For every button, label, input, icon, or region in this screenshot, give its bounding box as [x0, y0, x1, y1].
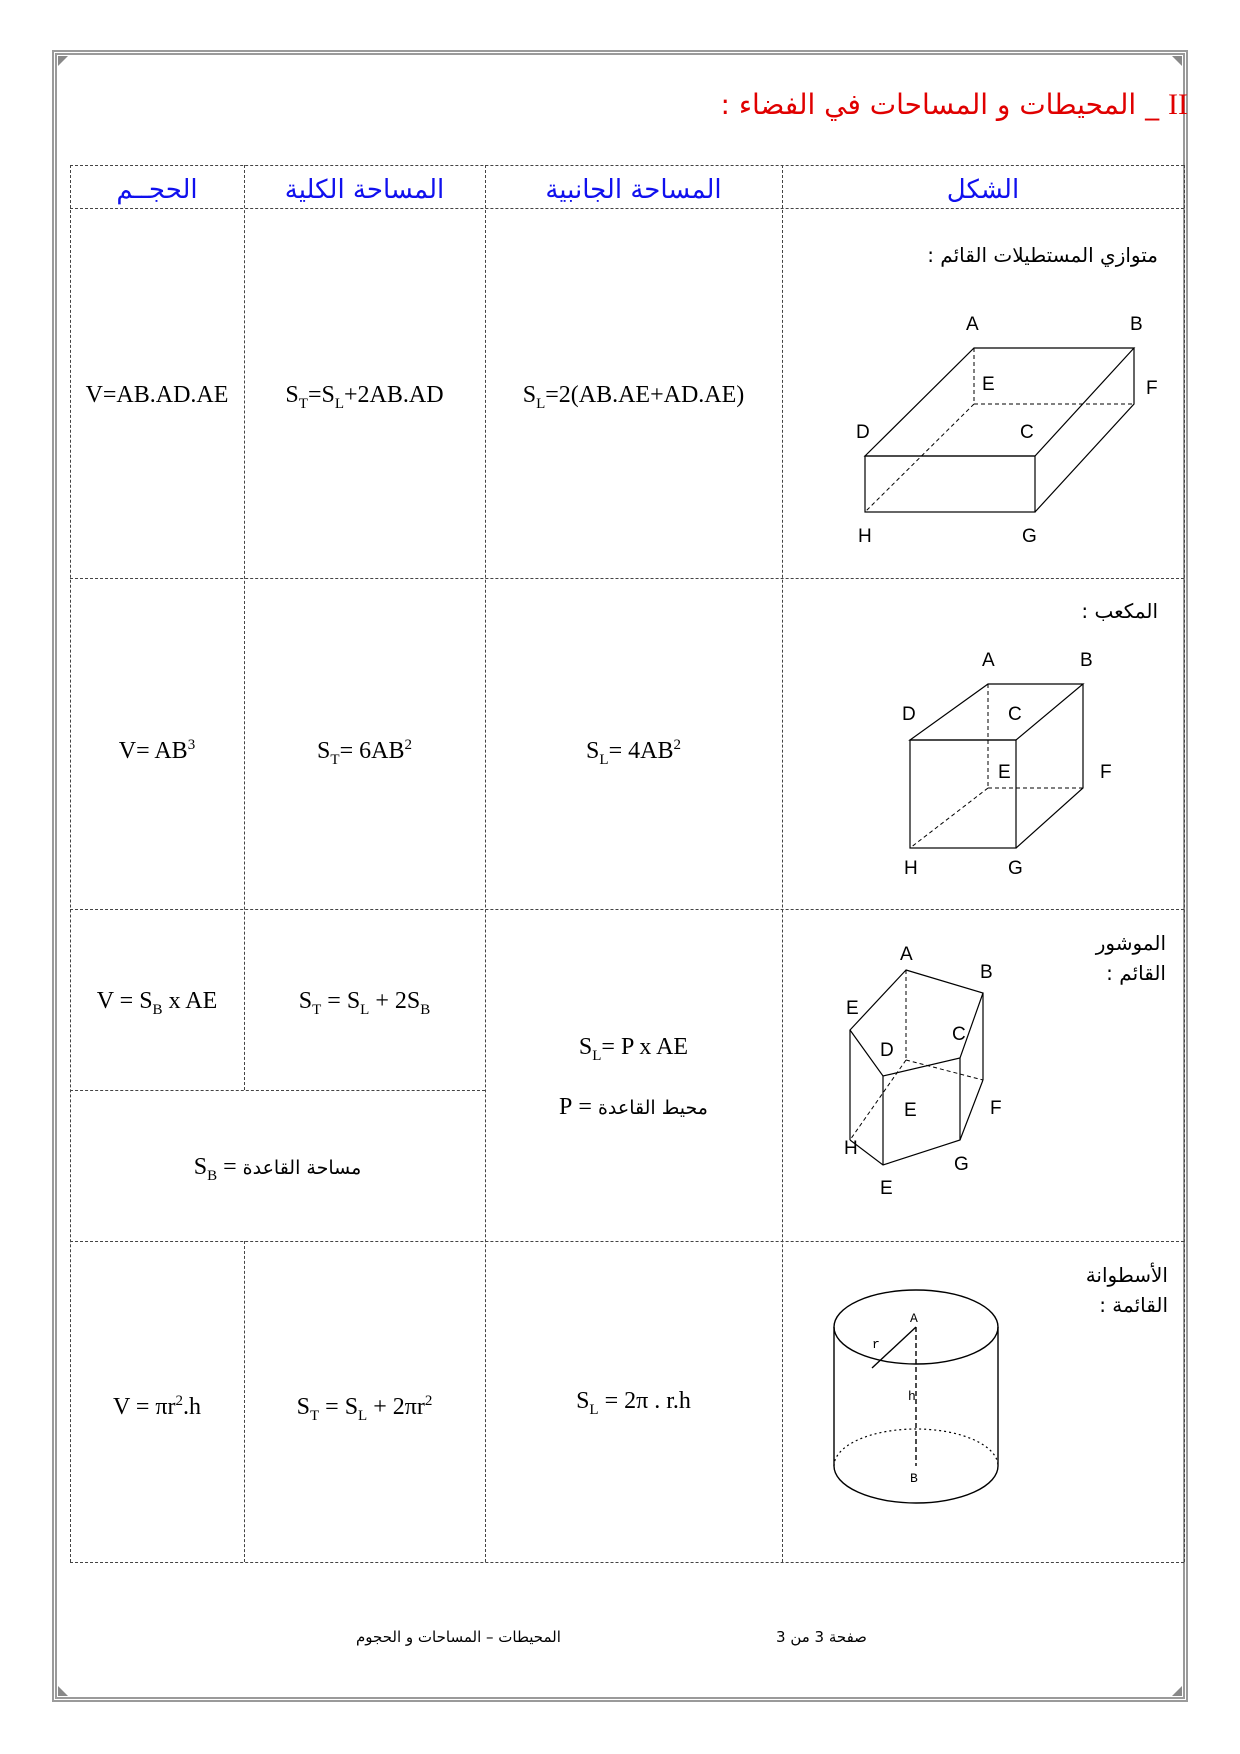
vertex-label: A — [966, 314, 979, 335]
footer-page-number: صفحة 3 من 3 — [776, 1628, 867, 1646]
column-divider — [782, 165, 783, 1562]
vertex-label: E — [904, 1100, 917, 1121]
vertex-label: H — [844, 1138, 858, 1159]
vertex-label: F — [990, 1098, 1002, 1119]
section-title — [720, 88, 1188, 122]
row-divider — [70, 578, 1184, 579]
vertex-label: C — [1008, 704, 1022, 725]
vertex-label: B — [1080, 650, 1093, 671]
vertex-label: C — [1020, 422, 1034, 443]
vertex-label: D — [880, 1040, 894, 1061]
vertex-label: E — [998, 762, 1011, 783]
vertex-label: B — [980, 962, 993, 983]
table-border-right — [1184, 165, 1185, 1562]
vertex-label: F — [1100, 762, 1112, 783]
vertex-label: H — [904, 858, 918, 879]
vertex-label: H — [858, 526, 872, 547]
vertex-label: A — [900, 944, 913, 965]
cuboid-total-area: $S_T=S_L+2AB.AD$ — [285, 382, 444, 412]
vertex-label: D — [902, 704, 916, 725]
table-border-top — [70, 165, 1184, 166]
cube-lateral-area: $S_L= 4AB^2$ — [586, 737, 681, 768]
cylinder-label: B — [910, 1471, 918, 1486]
vertex-label: G — [1022, 526, 1037, 547]
cylinder-diagram — [830, 1278, 1020, 1528]
shape-name-cylinder — [1086, 1260, 1168, 1320]
corner-ornament — [1172, 56, 1182, 66]
cuboid-volume: V=AB.AD.AE — [85, 382, 229, 408]
header-total-area: المساحة الكلية — [284, 175, 445, 205]
cylinder-label: r — [872, 1337, 880, 1352]
vertex-label: D — [856, 422, 870, 443]
column-divider — [244, 165, 245, 1090]
cube-volume: $V= AB^3$ — [118, 737, 196, 764]
footer-chapter-title: المحيطات – المساحات و الحجوم — [356, 1628, 561, 1646]
section-heading: _ المحيطات و المساحات في الفضاء : — [720, 88, 1160, 121]
corner-ornament — [58, 1686, 68, 1696]
cylinder-total-area: $S_T = S_L + 2\pi r^2$ — [296, 1393, 433, 1424]
vertex-label: E — [982, 374, 995, 395]
section-numeral: II — [1168, 88, 1188, 121]
cube-total-area: $S_T= 6AB^2$ — [317, 737, 412, 768]
header-volume: الحجــم — [116, 175, 198, 205]
cylinder-lateral-area: $S_L = 2\pi$ . r.h — [576, 1388, 691, 1418]
header-shape: الشكل — [946, 175, 1020, 205]
shape-name-prism-line2: القائم : — [1106, 961, 1166, 985]
vertex-label: G — [954, 1154, 969, 1175]
shape-name-cube: المكعب : — [1081, 599, 1158, 623]
vertex-label: E — [880, 1178, 893, 1199]
corner-ornament — [1172, 1686, 1182, 1696]
shape-name-cylinder-line1: الأسطوانة — [1085, 1263, 1168, 1287]
vertex-label: A — [982, 650, 995, 671]
cube-diagram — [890, 640, 1140, 890]
prism-volume: $V = S_B$ x AE — [96, 988, 218, 1018]
shape-name-cylinder-line2: القائمة : — [1099, 1293, 1168, 1317]
vertex-label: F — [1146, 378, 1158, 399]
prism-lateral-area: $S_L= P$ x AE — [578, 1034, 689, 1064]
vertex-label: G — [1008, 858, 1023, 879]
shape-name-cuboid: متوازي المستطيلات القائم : — [927, 243, 1158, 267]
prism-diagram — [830, 940, 1030, 1210]
table-border-bottom — [70, 1562, 1184, 1563]
cylinder-volume: $V = \pi r^2.h$ — [112, 1393, 202, 1420]
shape-name-prism — [1096, 928, 1166, 988]
vertex-label: B — [1130, 314, 1143, 335]
row-divider — [70, 909, 1184, 910]
table-border-left — [70, 165, 71, 1562]
cuboid-diagram — [840, 300, 1170, 560]
column-divider — [485, 165, 486, 1562]
shape-name-prism-line1: الموشور — [1095, 931, 1166, 955]
prism-total-area: $S_T = S_L + 2S_B$ — [298, 988, 431, 1018]
corner-ornament — [58, 56, 68, 66]
cylinder-label: A — [910, 1311, 918, 1326]
row-divider — [70, 1090, 485, 1091]
cuboid-lateral-area: $S_L=2(AB.AE+AD.AE)$ — [522, 382, 745, 412]
header-lateral-area: المساحة الجانبية — [545, 175, 722, 205]
header-divider — [70, 208, 1184, 209]
cylinder-label: h — [908, 1389, 916, 1404]
vertex-label: C — [952, 1024, 966, 1045]
prism-base-area-definition: مساحة القاعدة = $S_B$ — [193, 1154, 362, 1184]
prism-perimeter-definition: محيط القاعدة = P — [559, 1094, 708, 1120]
row-divider — [70, 1241, 1184, 1242]
vertex-label: E — [846, 998, 859, 1019]
